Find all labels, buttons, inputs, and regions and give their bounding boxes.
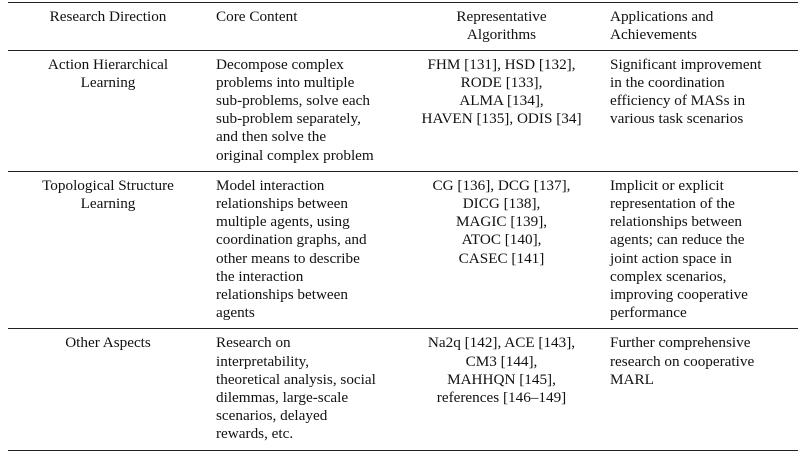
cell-applications (598, 50, 798, 171)
cell-line: MARL (610, 370, 654, 388)
cell-line: agents (216, 304, 255, 322)
cell-line: other means to describe (216, 249, 360, 267)
cell-direction (8, 50, 206, 171)
cell-line: sub-problems, solve each (216, 92, 370, 109)
header-line: Research Direction (49, 8, 167, 25)
header-line: Algorithms (466, 26, 537, 44)
comparison-table-container (8, 2, 798, 451)
cell-line: CASEC [141] (458, 249, 545, 267)
cell-line: Learning (80, 73, 136, 91)
header-line: Representative (456, 8, 547, 25)
research-directions-table (8, 2, 798, 451)
cell-line: Further comprehensive (610, 334, 751, 352)
cell-content (206, 50, 405, 171)
cell-line: coordination graphs, and (216, 231, 367, 249)
cell-line: MAHHQN [145], (447, 370, 556, 388)
cell-line: relationships between (216, 286, 349, 304)
cell-line: Topological Structure (42, 176, 174, 194)
cell-line: relationships between (610, 213, 743, 231)
cell-line: interpretability, (216, 352, 310, 370)
cell-line: HAVEN [135], ODIS [34] (421, 110, 582, 128)
header-research-direction (8, 3, 206, 51)
cell-algorithms (405, 171, 598, 329)
cell-line: theoretical analysis, social (216, 370, 376, 388)
header-line: Applications and (610, 8, 714, 25)
cell-line: original complex problem (216, 146, 374, 164)
cell-line: research on cooperative (610, 352, 755, 370)
cell-line: ATOC [140], (461, 231, 542, 249)
cell-content (206, 329, 405, 450)
cell-line: performance (610, 304, 687, 322)
cell-line: improving cooperative (610, 286, 748, 304)
cell-algorithms (405, 50, 598, 171)
cell-content (206, 171, 405, 329)
cell-line: dilemmas, large-scale (216, 389, 349, 407)
cell-line: joint action space in (610, 249, 732, 267)
cell-line: scenarios, delayed (216, 407, 328, 425)
cell-line: DICG [138], (462, 195, 541, 213)
cell-line: Model interaction (216, 176, 325, 194)
cell-line: Action Hierarchical (47, 55, 169, 73)
cell-line: problems into multiple (216, 73, 355, 91)
cell-direction (8, 329, 206, 450)
cell-line: agents; can reduce the (610, 231, 745, 249)
cell-line: rewards, etc. (216, 425, 294, 443)
table-row (8, 171, 798, 329)
header-line: Core Content (216, 8, 298, 25)
header-line: Achievements (610, 26, 697, 44)
cell-line: RODE [133], (460, 73, 543, 91)
cell-line: and then solve the (216, 128, 327, 146)
cell-line: sub-problem separately, (216, 110, 361, 128)
cell-line: the interaction (216, 267, 304, 285)
cell-line: complex scenarios, (610, 267, 727, 285)
table-header-row (8, 3, 798, 51)
cell-line: efficiency of MASs in (610, 92, 746, 109)
cell-direction (8, 171, 206, 329)
cell-line: CM3 [144], (465, 352, 538, 370)
cell-applications (598, 329, 798, 450)
cell-line: multiple agents, using (216, 213, 350, 231)
cell-line: Na2q [142], ACE [143], (427, 334, 576, 352)
header-applications-achievements (598, 3, 798, 51)
cell-line: CG [136], DCG [137], (432, 176, 571, 194)
cell-line: Decompose complex (216, 55, 344, 73)
cell-line: various task scenarios (610, 110, 744, 128)
cell-line: Other Aspects (65, 334, 151, 352)
cell-line: MAGIC [139], (455, 213, 548, 231)
header-representative-algorithms (405, 3, 598, 51)
header-core-content (206, 3, 405, 51)
cell-line: Learning (80, 195, 136, 213)
table-row (8, 329, 798, 450)
cell-line: references [146–149] (436, 389, 567, 407)
cell-applications (598, 171, 798, 329)
cell-algorithms (405, 329, 598, 450)
cell-line: Implicit or explicit (610, 176, 724, 194)
cell-line: Significant improvement (610, 55, 762, 73)
cell-line: FHM [131], HSD [132], (427, 55, 576, 73)
table-row (8, 50, 798, 171)
cell-line: Research on (216, 334, 291, 352)
cell-line: ALMA [134], (459, 92, 544, 109)
cell-line: representation of the (610, 195, 735, 213)
cell-line: in the coordination (610, 73, 725, 91)
cell-line: relationships between (216, 195, 349, 213)
